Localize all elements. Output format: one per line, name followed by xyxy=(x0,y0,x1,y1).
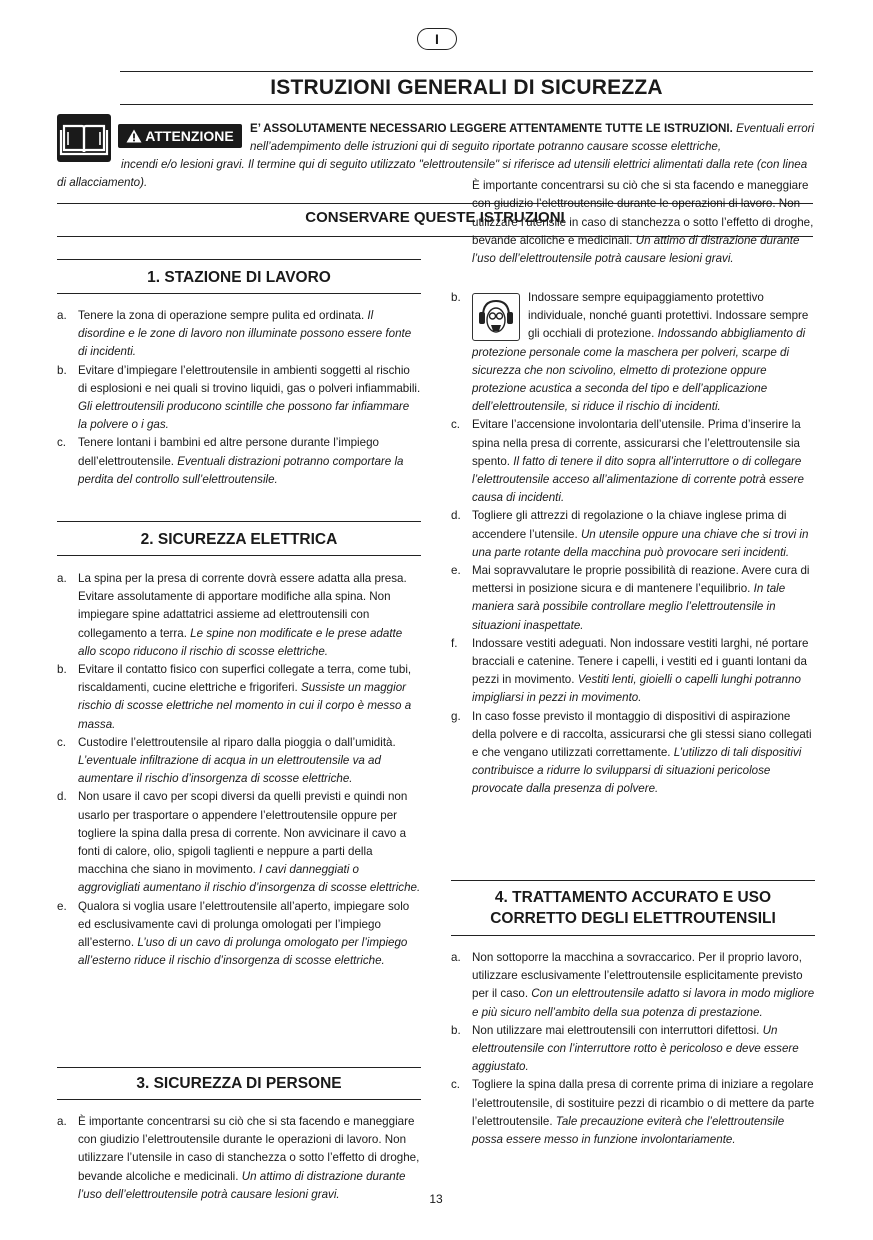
section-4-title xyxy=(451,887,815,929)
list-item: a. Non sottoporre la macchina a sovraccarico. Per il proprio lavoro, utilizzare esclusivamente l’elettroutensile esplicitamente previsto per il caso. Con un elettroutensile adatto si lavora in modo migliore e più sicuro nell’ambito della sua potenza di prestazione. xyxy=(451,951,815,1019)
keep-instructions-title: CONSERVARE QUESTE ISTRUZIONI xyxy=(305,209,565,226)
warning-italic-2: incendi e/o lesioni gravi. Il termine qui di seguito utilizzato "elettroutensile" si riferisce ad utensili elettrici alimentati dalla rete (con linea di allacciamento). xyxy=(57,158,808,189)
protective-equipment-icon xyxy=(472,293,520,341)
page-title: ISTRUZIONI GENERALI DI SICUREZZA xyxy=(270,76,663,99)
read-manual-icon xyxy=(57,114,111,162)
list-item: b. Non utilizzare mai elettroutensili con interruttori difettosi. Un elettroutensile con l’interruttore rotto è pericoloso e deve essere aggiustato. xyxy=(451,1023,799,1074)
list-item: b. Indossare sempre equipaggiamento protettivo individuale, nonché guanti protettivi. Indossare sempre gli occhiali di protezione. Indossando abbigliamento di protezione personale come la maschera per polveri, scarpe di sicurezza che non scivolino, elmetto di protezione oppure protezione acustica a seconda del tipo e dell’applicazione dell’elettroutensile, si riduce il rischio di incidenti. xyxy=(451,291,809,414)
s1-rule-top xyxy=(57,259,421,260)
s3-rule-top xyxy=(57,1067,421,1068)
s1-rule-bottom xyxy=(57,293,421,294)
section-1-title: 1. STAZIONE DI LAVORO xyxy=(147,269,331,286)
warning-text-first xyxy=(250,120,815,156)
s2-rule-bottom xyxy=(57,555,421,556)
s3-item-a-left xyxy=(57,1113,421,1201)
title-rule-top xyxy=(120,71,813,72)
s2-rule-top xyxy=(57,521,421,522)
section-1-list xyxy=(57,307,421,489)
list-item: c. Custodire l’elettroutensile al riparo dalla pioggia o dall’umidità. L’eventuale infiltrazione di acqua in un elettroutensile va ad aumentare il rischio d’insorgenza di scosse elettriche. xyxy=(57,735,396,786)
section-3-title: 3. SICUREZZA DI PERSONE xyxy=(136,1075,342,1092)
list-item: f. Indossare vestiti adeguati. Non indossare vestiti larghi, né portare bracciali e catenine. Tenere i capelli, i vestiti ed i guanti lontani da pezzi in movimento. Vestiti lenti, gioielli o capelli lunghi potranno impigliarsi in pezzi in movimento. xyxy=(451,636,809,705)
list-item: c. Evitare l’accensione involontaria dell’utensile. Prima d’inserire la spina nella presa di corrente, assicurarsi che l’elettroutensile sia spento. Il fatto di tenere il dito sopra all’interruttore o di collegare l’elettroutensile acceso all’alimentazione di corrente potrà essere causa di incidenti. xyxy=(451,418,804,505)
list-item: b. Evitare il contatto fisico con superfici collegate a terra, come tubi, riscaldamenti, cucine elettriche e frigoriferi. Sussiste un maggior rischio di scosse elettriche nel momento in cui il corpo è messo a massa. xyxy=(57,663,412,731)
list-item: b. Evitare d’impiegare l’elettroutensile in ambienti soggetti al rischio di esplosioni e nei quali si trovino liquidi, gas o polveri infiammabili. Gli elettroutensili producono scintille che possono far infiammare la polvere o i gas. xyxy=(57,363,421,432)
section-4-title-line1: 4. TRATTAMENTO ACCURATO E USO xyxy=(494,889,772,906)
warning-bold: E’ ASSOLUTAMENTE NECESSARIO LEGGERE ATTENTAMENTE TUTTE LE ISTRUZIONI. xyxy=(250,122,733,135)
s3-item-a-right xyxy=(451,179,815,290)
list-item: e. Mai sopravvalutare le proprie possibilità di reazione. Avere cura di mettersi in posizione sicura e di mantenere l’equilibrio. In tale maniera sarà possibile controllare meglio l’elettroutensile in situazioni inaspettate. xyxy=(451,564,810,632)
list-item: a. La spina per la presa di corrente dovrà essere adatta alla presa. Evitare assolutamente di apportare modifiche alla spina. Non impiegare spine adattatrici assieme ad elettroutensili con collegamento a terra. Le spine non modificate e le prese adatte allo scopo riducono il rischio di scosse elettriche. xyxy=(57,572,407,658)
title-rule-bottom xyxy=(120,104,813,105)
warning-italic-1: Eventuali errori nell’adempimento delle istruzioni qui di seguito riportate potranno causare scosse elettriche, xyxy=(250,122,815,153)
list-item: a. È importante concentrarsi su ciò che si sta facendo e maneggiare con giudizio l’elettroutensile durante le operazioni di lavoro. Non utilizzare l’utensile in caso di stanchezza o sotto l’effetto di droghe, bevande alcoliche e medicinali. Un attimo di distrazione durante l’uso dell’elettroutensile potrà causare lesioni gravi. xyxy=(57,1115,420,1201)
section-4-title-line2: CORRETTO DEGLI ELETTROUTENSILI xyxy=(490,910,776,927)
language-badge: I xyxy=(417,28,457,50)
section-2-title: 2. SICUREZZA ELETTRICA xyxy=(140,531,338,548)
list-item: È importante concentrarsi su ciò che si sta facendo e maneggiare con giudizio l’elettroutensile durante le operazioni di lavoro. Non utilizzare l’utensile in caso di stanchezza o sotto l’effetto di droghe, bevande alcoliche e medicinali. Un attimo di distrazione durante l’uso dell’elettroutensile potrà causare lesioni gravi. xyxy=(472,179,814,266)
s4-rule-top xyxy=(451,880,815,881)
attention-label xyxy=(118,124,242,148)
list-item: c. Togliere la spina dalla presa di corrente prima di iniziare a regolare l’elettroutensile, di sostituire pezzi di ricambio o di mettere da parte l’elettroutensile. Tale precauzione eviterà che l’elettroutensile possa essere messo in funzione involontariamente. xyxy=(451,1078,815,1147)
list-item: e. Qualora si voglia usare l’elettroutensile all’aperto, impiegare solo ed esclusivamente cavi di prolunga omologati per l’impiego all’esterno. L’uso di un cavo di prolunga omologato per l’impiego all’esterno riduce il rischio d’insorgenza di scosse elettriche. xyxy=(57,899,410,968)
warning-triangle-icon xyxy=(126,129,142,143)
section-2-list xyxy=(57,570,421,970)
page-number: 13 xyxy=(429,1192,443,1206)
list-item: d. Non usare il cavo per scopi diversi da quelli previsti e quindi non usarlo per trasportare o appendere l’elettroutensile oppure per togliere la spina dalla presa di corrente. Non avvicinare il cavo a fonti di calore, olio, spigoli taglienti e neppure a parti della macchina che siano in movimento. I cavi danneggiati o aggrovigliati aumentano il rischio d’insorgenza di scosse elettriche. xyxy=(57,790,421,895)
list-item: a. Tenere la zona di operazione sempre pulita ed ordinata. Il disordine e le zone di lavoro non illuminate possono essere fonte di incidenti. xyxy=(57,309,412,359)
s4-rule-bottom xyxy=(451,935,815,936)
section-3-list xyxy=(451,289,815,799)
list-item: c. Tenere lontani i bambini ed altre persone durante l’impiego dell’elettroutensile. Eventuali distrazioni potranno comportare la perdita del controllo sull’elettroutensile. xyxy=(57,436,404,486)
attention-label-text: ATTENZIONE xyxy=(145,128,234,144)
list-item: d. Togliere gli attrezzi di regolazione o la chiave inglese prima di accendere l’utensile. Un utensile oppure una chiave che si trovi in una parte rotante della macchina può provocare seri incidenti. xyxy=(451,509,809,559)
section-4-list xyxy=(451,949,815,1149)
list-item: g. In caso fosse previsto il montaggio di dispositivi di aspirazione della polvere e di raccolta, assicurarsi che gli stessi siano collegati e che vengano utilizzati correttamente. L’utilizzo di tali dispositivi contribuisce a ridurre lo svilupparsi di situazioni pericolose provocate dalla presenza di polvere. xyxy=(451,709,812,796)
s3-rule-bottom xyxy=(57,1099,421,1100)
